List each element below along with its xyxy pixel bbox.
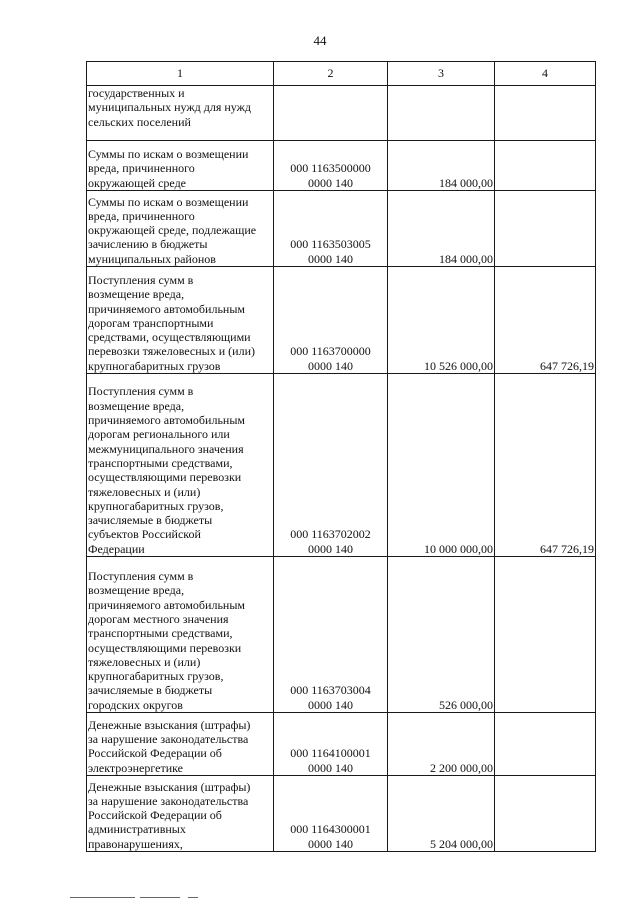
column-header-1: 1: [87, 62, 274, 86]
revenue-name-cell: Суммы по искам о возмещении вреда, причиненного окружающей среде: [87, 141, 274, 191]
executed-sum-cell: 647 726,19: [495, 267, 596, 374]
column-header-4: 4: [495, 62, 596, 86]
planned-sum-cell: 5 204 000,00: [388, 776, 495, 852]
planned-sum-cell: 526 000,00: [388, 557, 495, 713]
table-row: [87, 141, 596, 191]
executed-sum-cell: [495, 141, 596, 191]
footer-rule-left: [70, 897, 135, 898]
executed-sum-cell: [495, 557, 596, 713]
revenue-name-cell: Денежные взыскания (штрафы) за нарушение законодательства Российской Федерации об электроэнергетике: [87, 713, 274, 776]
footer-rule-middle: [140, 897, 180, 898]
executed-sum-cell: 647 726,19: [495, 374, 596, 557]
table-row: [87, 557, 596, 713]
budget-code-cell: 000 1164300001 0000 140: [274, 776, 388, 852]
planned-sum-cell: [388, 86, 495, 141]
revenue-name-cell: Поступления сумм в возмещение вреда, причиняемого автомобильным дорогам регионального или межмуниципального значения транспортными средствами, осуществляющими перевозки тяжеловесных и (или) крупногабаритных грузов, зачисляемые в бюджеты субъектов Российской Федерации: [87, 374, 274, 557]
budget-revenue-table: [86, 61, 596, 852]
table-row: [87, 267, 596, 374]
table-row: [87, 191, 596, 267]
revenue-name-cell: Денежные взыскания (штрафы) за нарушение законодательства Российской Федерации об административных правонарушениях,: [87, 776, 274, 852]
footer-rule-right: [188, 897, 198, 898]
budget-code-cell: 000 1163703004 0000 140: [274, 557, 388, 713]
budget-code-cell: 000 1163700000 0000 140: [274, 267, 388, 374]
revenue-name-cell: государственных и муниципальных нужд для нужд сельских поселений: [87, 86, 274, 141]
revenue-name-cell: Поступления сумм в возмещение вреда, причиняемого автомобильным дорогам транспортными средствами, осуществляющими перевозки тяжеловесных и (или) крупногабаритных грузов: [87, 267, 274, 374]
column-header-2: 2: [274, 62, 388, 86]
budget-code-cell: 000 1163503005 0000 140: [274, 191, 388, 267]
planned-sum-cell: 10 526 000,00: [388, 267, 495, 374]
executed-sum-cell: [495, 713, 596, 776]
budget-code-cell: 000 1164100001 0000 140: [274, 713, 388, 776]
table-row: [87, 86, 596, 141]
planned-sum-cell: 2 200 000,00: [388, 713, 495, 776]
table-header-row: [87, 62, 596, 86]
table-row: [87, 713, 596, 776]
revenue-name-cell: Поступления сумм в возмещение вреда, причиняемого автомобильным дорогам местного значения транспортными средствами, осуществляющими перевозки тяжеловесных и (или) крупногабаритных грузов, зачисляемые в бюджеты городских округов: [87, 557, 274, 713]
table-row: [87, 776, 596, 852]
page-number: 44: [313, 33, 327, 48]
budget-code-cell: 000 1163702002 0000 140: [274, 374, 388, 557]
planned-sum-cell: 10 000 000,00: [388, 374, 495, 557]
budget-code-cell: 000 1163500000 0000 140: [274, 141, 388, 191]
executed-sum-cell: [495, 776, 596, 852]
executed-sum-cell: [495, 86, 596, 141]
budget-code-cell: [274, 86, 388, 141]
planned-sum-cell: 184 000,00: [388, 191, 495, 267]
planned-sum-cell: 184 000,00: [388, 141, 495, 191]
table-row: [87, 374, 596, 557]
revenue-name-cell: Суммы по искам о возмещении вреда, причиненного окружающей среде, подлежащие зачислению в бюджеты муниципальных районов: [87, 191, 274, 267]
column-header-3: 3: [388, 62, 495, 86]
executed-sum-cell: [495, 191, 596, 267]
